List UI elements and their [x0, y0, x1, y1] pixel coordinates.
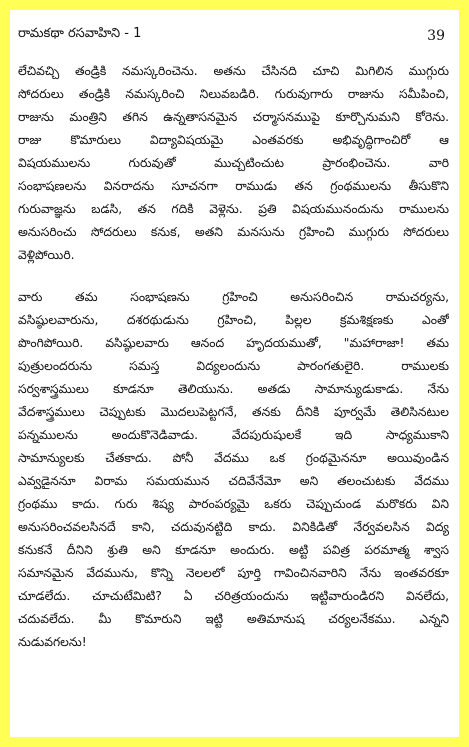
text-line: చదువలేదు. మీ కొమారుని ఇట్టి అతిమానుష చర్యలనేకము. ఎన్నని [18, 612, 449, 626]
text-line: సోదరులు తండ్రికి నమస్కరించి నిలువబడిరి. గురువుగారు రాజును సమీపించి, [18, 87, 449, 101]
text-line: పుత్రులందరును సమస్త విద్యలందును పారంగతులైరి. రాములకు [18, 359, 449, 373]
text-line: చూడలేదు. చూచుటేమిటి? ఏ చరిత్రయందును ఇట్టివారుండిరని వినలేదు, [18, 589, 449, 603]
text-line: కనుకనే దీనిని శ్రుతి అని కూడనూ అందురు. అట్టి పవిత్ర పరమాత్మ శ్వాస [18, 543, 449, 557]
text-line: గ్రంథము కాదు. గురు శిష్య పారంపర్యమై ఒకరు చెప్పుచుండ మరొకరు విని [18, 497, 449, 511]
text-line: లేచివచ్చి తండ్రికి నమస్కరించెను. అతను చేసినది చూచి మిగిలిన ముగ్గురు [18, 64, 449, 78]
text-line: అనుసరించు సోదరులు కనుక, అతని మనసును గ్రహించి ముగ్గురు సోదరులు [18, 225, 449, 239]
text-line: వసిష్ఠులవారును, దశరథుడును గ్రహించి, పిల్లల క్రమశిక్షణకు ఎంతో [18, 313, 449, 327]
paragraph [18, 60, 449, 267]
text-line: ఎవ్వడైననూ విరామ సమయమున చదివేనేమో అని తలంచుటకు వేదము [18, 474, 449, 488]
text-line: పొంగిపోయిరి. వసిష్ఠులవారు ఆనంద హృదయముతో, "మహారాజా! తమ [18, 336, 449, 350]
text-line: అనుసరించవలసినదే కాని, చదువునట్టిది కాదు. వినికిడితో నేర్వవలసిన విద్య [18, 520, 449, 534]
page-header [18, 26, 445, 48]
text-line: సంభాషణలను వినరాదను సూచనగా రాముడు తన గ్రంథములను తీసుకొని [18, 179, 449, 193]
text-line: సామాన్యులకు చేతకాదు. పోనీ వేదము ఒక గ్రంథమైననూ అయివుండిన [18, 451, 449, 465]
text-line: గురువాజ్ఞను బడసి, తన గదికి వెళ్లెను. ప్రతి విషయమునందును రాములను [18, 202, 449, 216]
body-text [18, 60, 449, 654]
page-number: 39 [427, 28, 445, 44]
paragraph [18, 286, 449, 654]
text-line: రాజును మంత్రిని తగిన ఉన్నతాసనమైన చర్మాసనముపై కూర్చొనుమని కోరెను. [18, 110, 449, 124]
text-line: వెళ్లిపోయిరి. [18, 248, 75, 262]
book-page [10, 10, 459, 737]
text-line: సర్వశాస్త్రములు కూడనూ తెలియును. అతడు సామాన్యుడుకాడు. నేను [18, 382, 449, 396]
running-title: రామకథా రసవాహిని - 1 [18, 26, 142, 41]
text-line: పన్నములను అందుకొనెడివాడు. వేదపురుషులకే ఇది సాధ్యముకాని [18, 428, 449, 442]
text-line: సమానమైన వేదమును, కొన్ని నెలలలో పూర్తి గావించినవారిని నేను ఇంతవరకూ [18, 566, 449, 580]
text-line: విషయములను గురువుతో ముచ్చటించుట ప్రారంభించెను. వారి [18, 156, 449, 170]
text-line: వేదశాస్త్రములు చెప్పుటకు మొదలుపెట్టగనే, తనకు దీనికి పూర్వమే తెలిసినటుల [18, 405, 449, 419]
text-line: నుడువగలను! [18, 635, 87, 649]
text-line: రాజు కొమారులు విద్యావిషయమై ఎంతవరకు అభివృద్ధిగాంచిరో ఆ [18, 133, 449, 147]
text-line: వారు తమ సంభాషణను గ్రహించి అనుసరించిన రామచర్యను, [18, 290, 449, 304]
